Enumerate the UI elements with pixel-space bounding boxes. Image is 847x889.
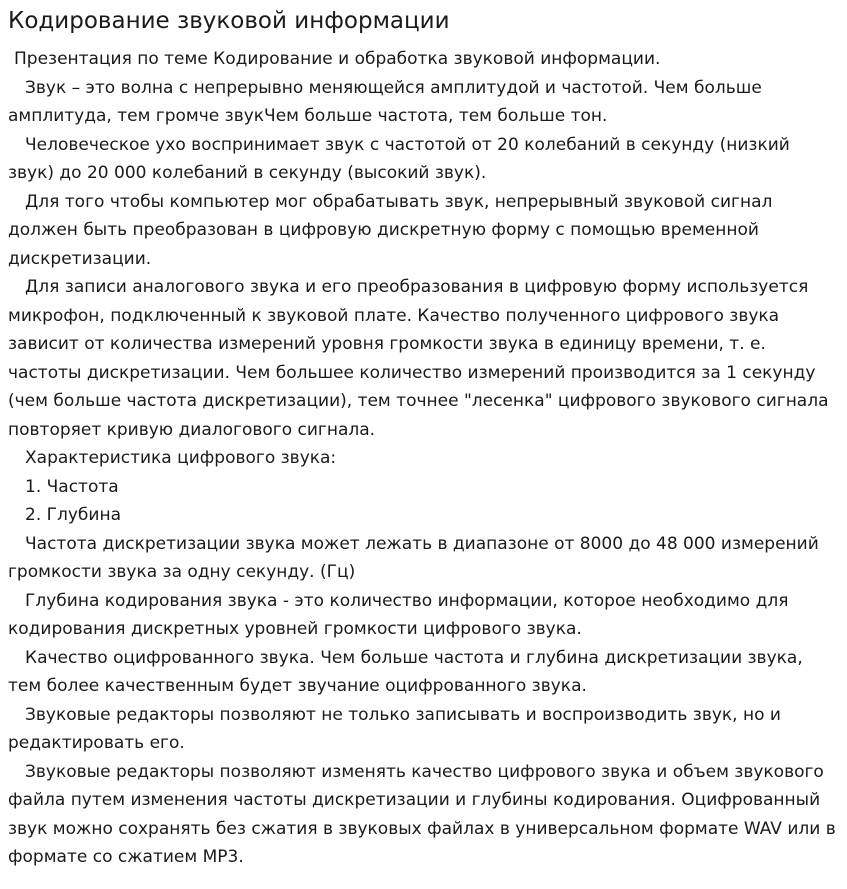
- list-item-frequency: 1. Частота: [25, 476, 119, 497]
- page-title: Кодирование звуковой информации: [8, 8, 450, 34]
- presentation-subtitle: Презентация по теме Кодирование и обработка звуковой информации.: [14, 49, 661, 69]
- paragraph-characteristics-heading: Характеристика цифрового звука:: [25, 448, 337, 468]
- paragraph-recording: Для записи аналогового звука и его преобразования в цифровую форму используется микрофон, подключенный к звуковой плате. Качество полученного цифрового звука зависит от количества измерений уровня громкости звука в единицу времени, т. е. частоты дискретизации. Чем большее количество измерений производится за 1 секунду (чем больше частота дискретизации), тем точнее "лесенка" цифрового звукового сигнала повторяет кривую диалогового сигнала.: [8, 277, 829, 440]
- paragraph-discretization: Для того чтобы компьютер мог обрабатывать звук, непрерывный звуковой сигнал должен быть преобразован в цифровую дискретную форму с помощью временной дискретизации.: [8, 191, 773, 269]
- paragraph-editors: Звуковые редакторы позволяют не только записывать и воспроизводить звук, но и редактировать его.: [8, 704, 781, 753]
- paragraph-sampling-rate: Частота дискретизации звука может лежать в диапазоне от 8000 до 48 000 измерений громкости звука за одну секунду. (Гц): [8, 533, 819, 582]
- paragraph-formats: Звуковые редакторы позволяют изменять качество цифрового звука и объем звукового файла путем изменения частоты дискретизации и глубины кодирования. Оцифрованный звук можно сохранять без сжатия в звуковых файлах в универсальном формате WAV или в формате со сжатием MP3.: [8, 761, 836, 867]
- paragraph-human-hearing: Человеческое ухо воспринимает звук с частотой от 20 колебаний в секунду (низкий звук) до 20 000 колебаний в секунду (высокий звук).: [8, 134, 790, 183]
- list-item-depth: 2. Глубина: [25, 505, 121, 525]
- paragraph-quality: Качество оцифрованного звука. Чем больше частота и глубина дискретизации звука, тем более качественным будет звучание оцифрованного звука.: [8, 647, 803, 696]
- paragraph-sound-definition: Звук – это волна с непрерывно меняющейся амплитудой и частотой. Чем больше амплитуда, тем громче звукЧем больше частота, тем больше тон.: [8, 77, 762, 126]
- paragraph-bit-depth: Глубина кодирования звука - это количество информации, которое необходимо для кодирования дискретных уровней громкости цифрового звука.: [8, 590, 789, 639]
